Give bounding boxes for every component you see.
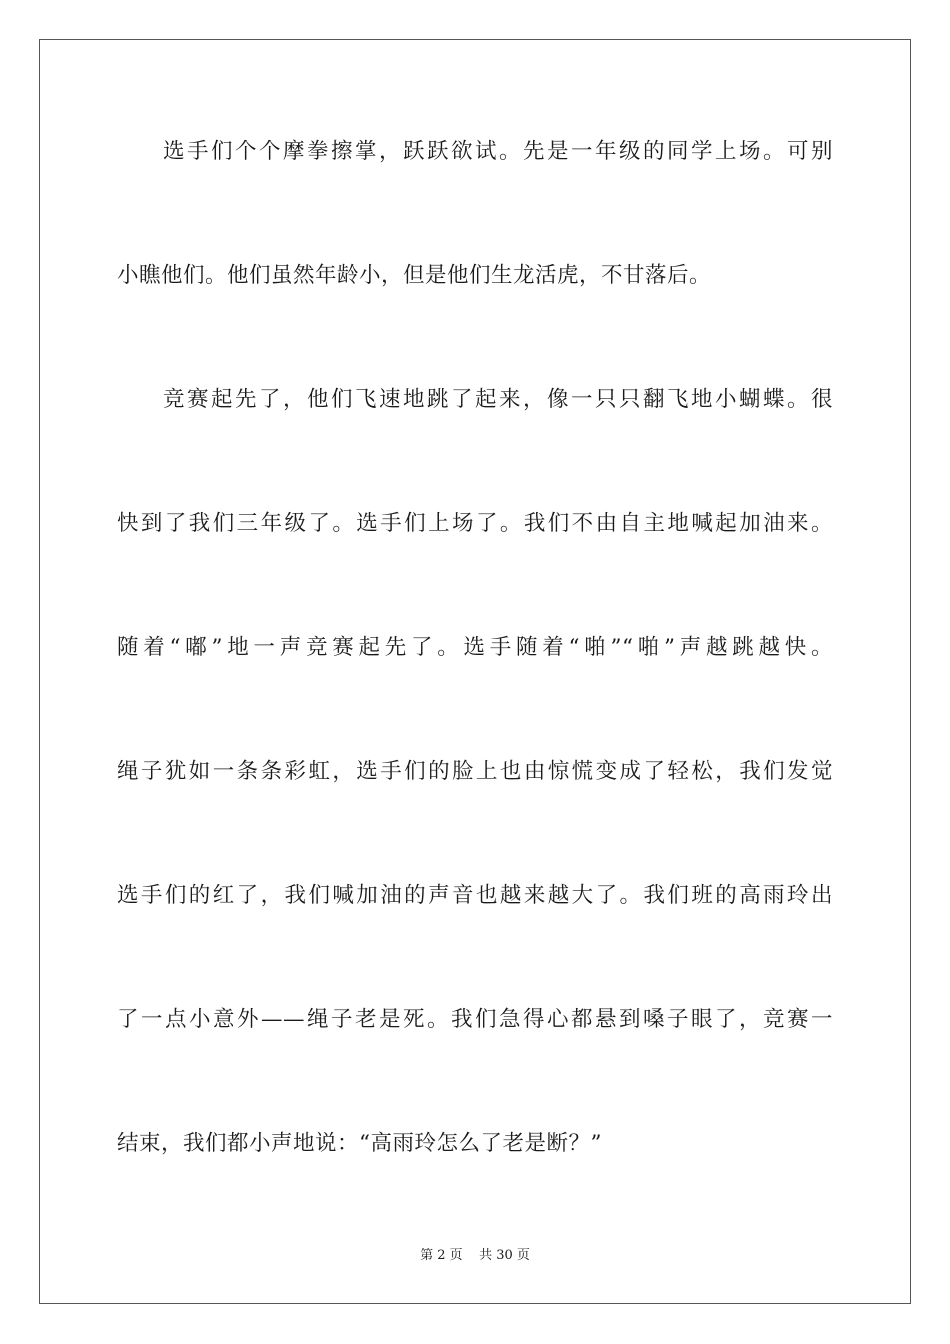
paragraph-1-line-2: 小瞧他们。他们虽然年龄小，但是他们生龙活虎，不甘落后。 bbox=[117, 263, 712, 288]
page-number-footer: 第 2 页 共 30 页 bbox=[420, 1248, 530, 1263]
paragraph-2-line-1: 竞赛起先了，他们飞速地跳了起来，像一只只翻飞地小蝴蝶。很 bbox=[163, 387, 833, 412]
paragraph-2-line-4: 绳子犹如一条条彩虹，选手们的脸上也由惊慌变成了轻松，我们发觉 bbox=[117, 759, 833, 784]
paragraph-2-line-3: 随着“嘟”地一声竞赛起先了。选手随着“啪”“啪”声越跳越快。 bbox=[117, 635, 833, 660]
paragraph-2-line-7: 结束，我们都小声地说：“高雨玲怎么了老是断？” bbox=[117, 1131, 602, 1156]
paragraph-2-line-2: 快到了我们三年级了。选手们上场了。我们不由自主地喊起加油来。 bbox=[117, 511, 833, 536]
page-border bbox=[39, 39, 911, 1304]
paragraph-2-line-5: 选手们的红了，我们喊加油的声音也越来越大了。我们班的高雨玲出 bbox=[117, 883, 833, 908]
paragraph-1-line-1: 选手们个个摩拳擦掌，跃跃欲试。先是一年级的同学上场。可别 bbox=[163, 139, 833, 164]
paragraph-2-line-6: 了一点小意外——绳子老是死。我们急得心都悬到嗓子眼了，竞赛一 bbox=[117, 1007, 833, 1032]
